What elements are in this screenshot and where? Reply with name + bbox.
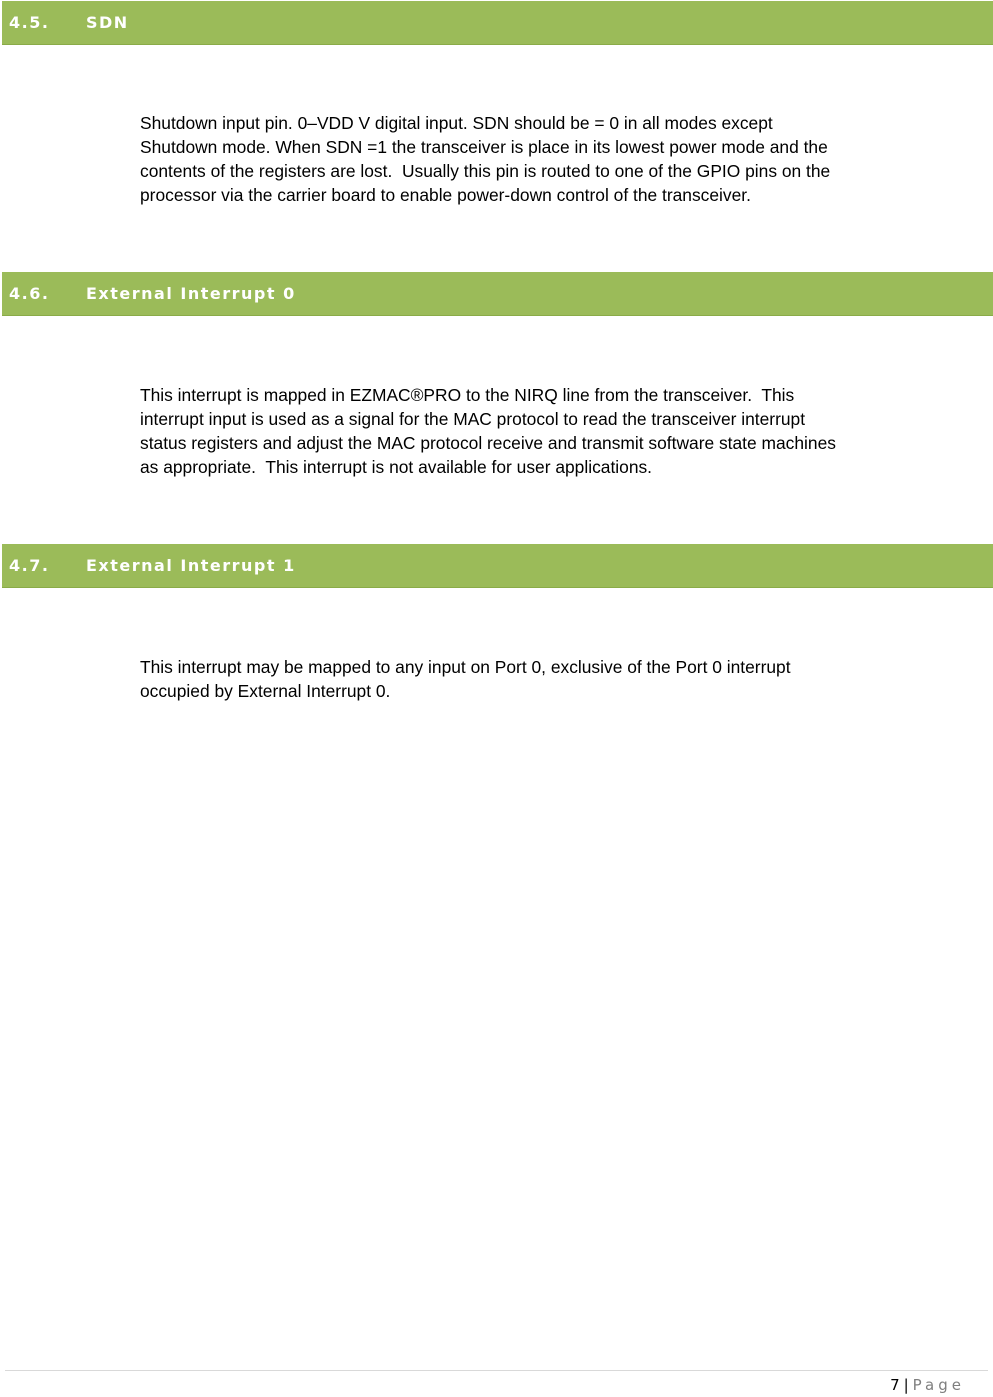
section-title: External Interrupt 1: [86, 556, 296, 575]
section-number: 4.5.: [9, 13, 50, 32]
footer-divider: [5, 1370, 988, 1371]
section-body-sdn: Shutdown input pin. 0–VDD V digital input. SDN should be = 0 in all modes except Shutdown mode. When SDN =1 the transceiver is place in its lowest power mode and the contents of the registers are lost. Usually this pin is routed to one of the GPIO pins on the processor via the carrier board to enable power-down control of the transceiver.: [140, 113, 831, 205]
section-title: SDN: [86, 13, 129, 32]
section-title: External Interrupt 0: [86, 284, 296, 303]
page-label: Page: [912, 1376, 965, 1394]
section-body-external-interrupt-1: This interrupt may be mapped to any input on Port 0, exclusive of the Port 0 interrupt occupied by External Interrupt 0.: [140, 657, 791, 701]
section-body-external-interrupt-0: This interrupt is mapped in EZMAC®PRO to the NIRQ line from the transceiver. This interrupt input is used as a signal for the MAC protocol to read the transceiver interrupt status registers and adjust the MAC protocol receive and transmit software state machines as appropriate. This interrupt is not available for user applications.: [140, 385, 836, 477]
footer-separator: |: [903, 1376, 909, 1394]
section-header-4-7: [2, 544, 993, 588]
section-header-4-5: [2, 1, 993, 45]
section-header-4-6: [2, 272, 993, 316]
page-footer: [890, 1374, 965, 1396]
section-number: 4.6.: [9, 284, 50, 303]
section-number: 4.7.: [9, 556, 50, 575]
page-number: 7: [890, 1376, 900, 1394]
